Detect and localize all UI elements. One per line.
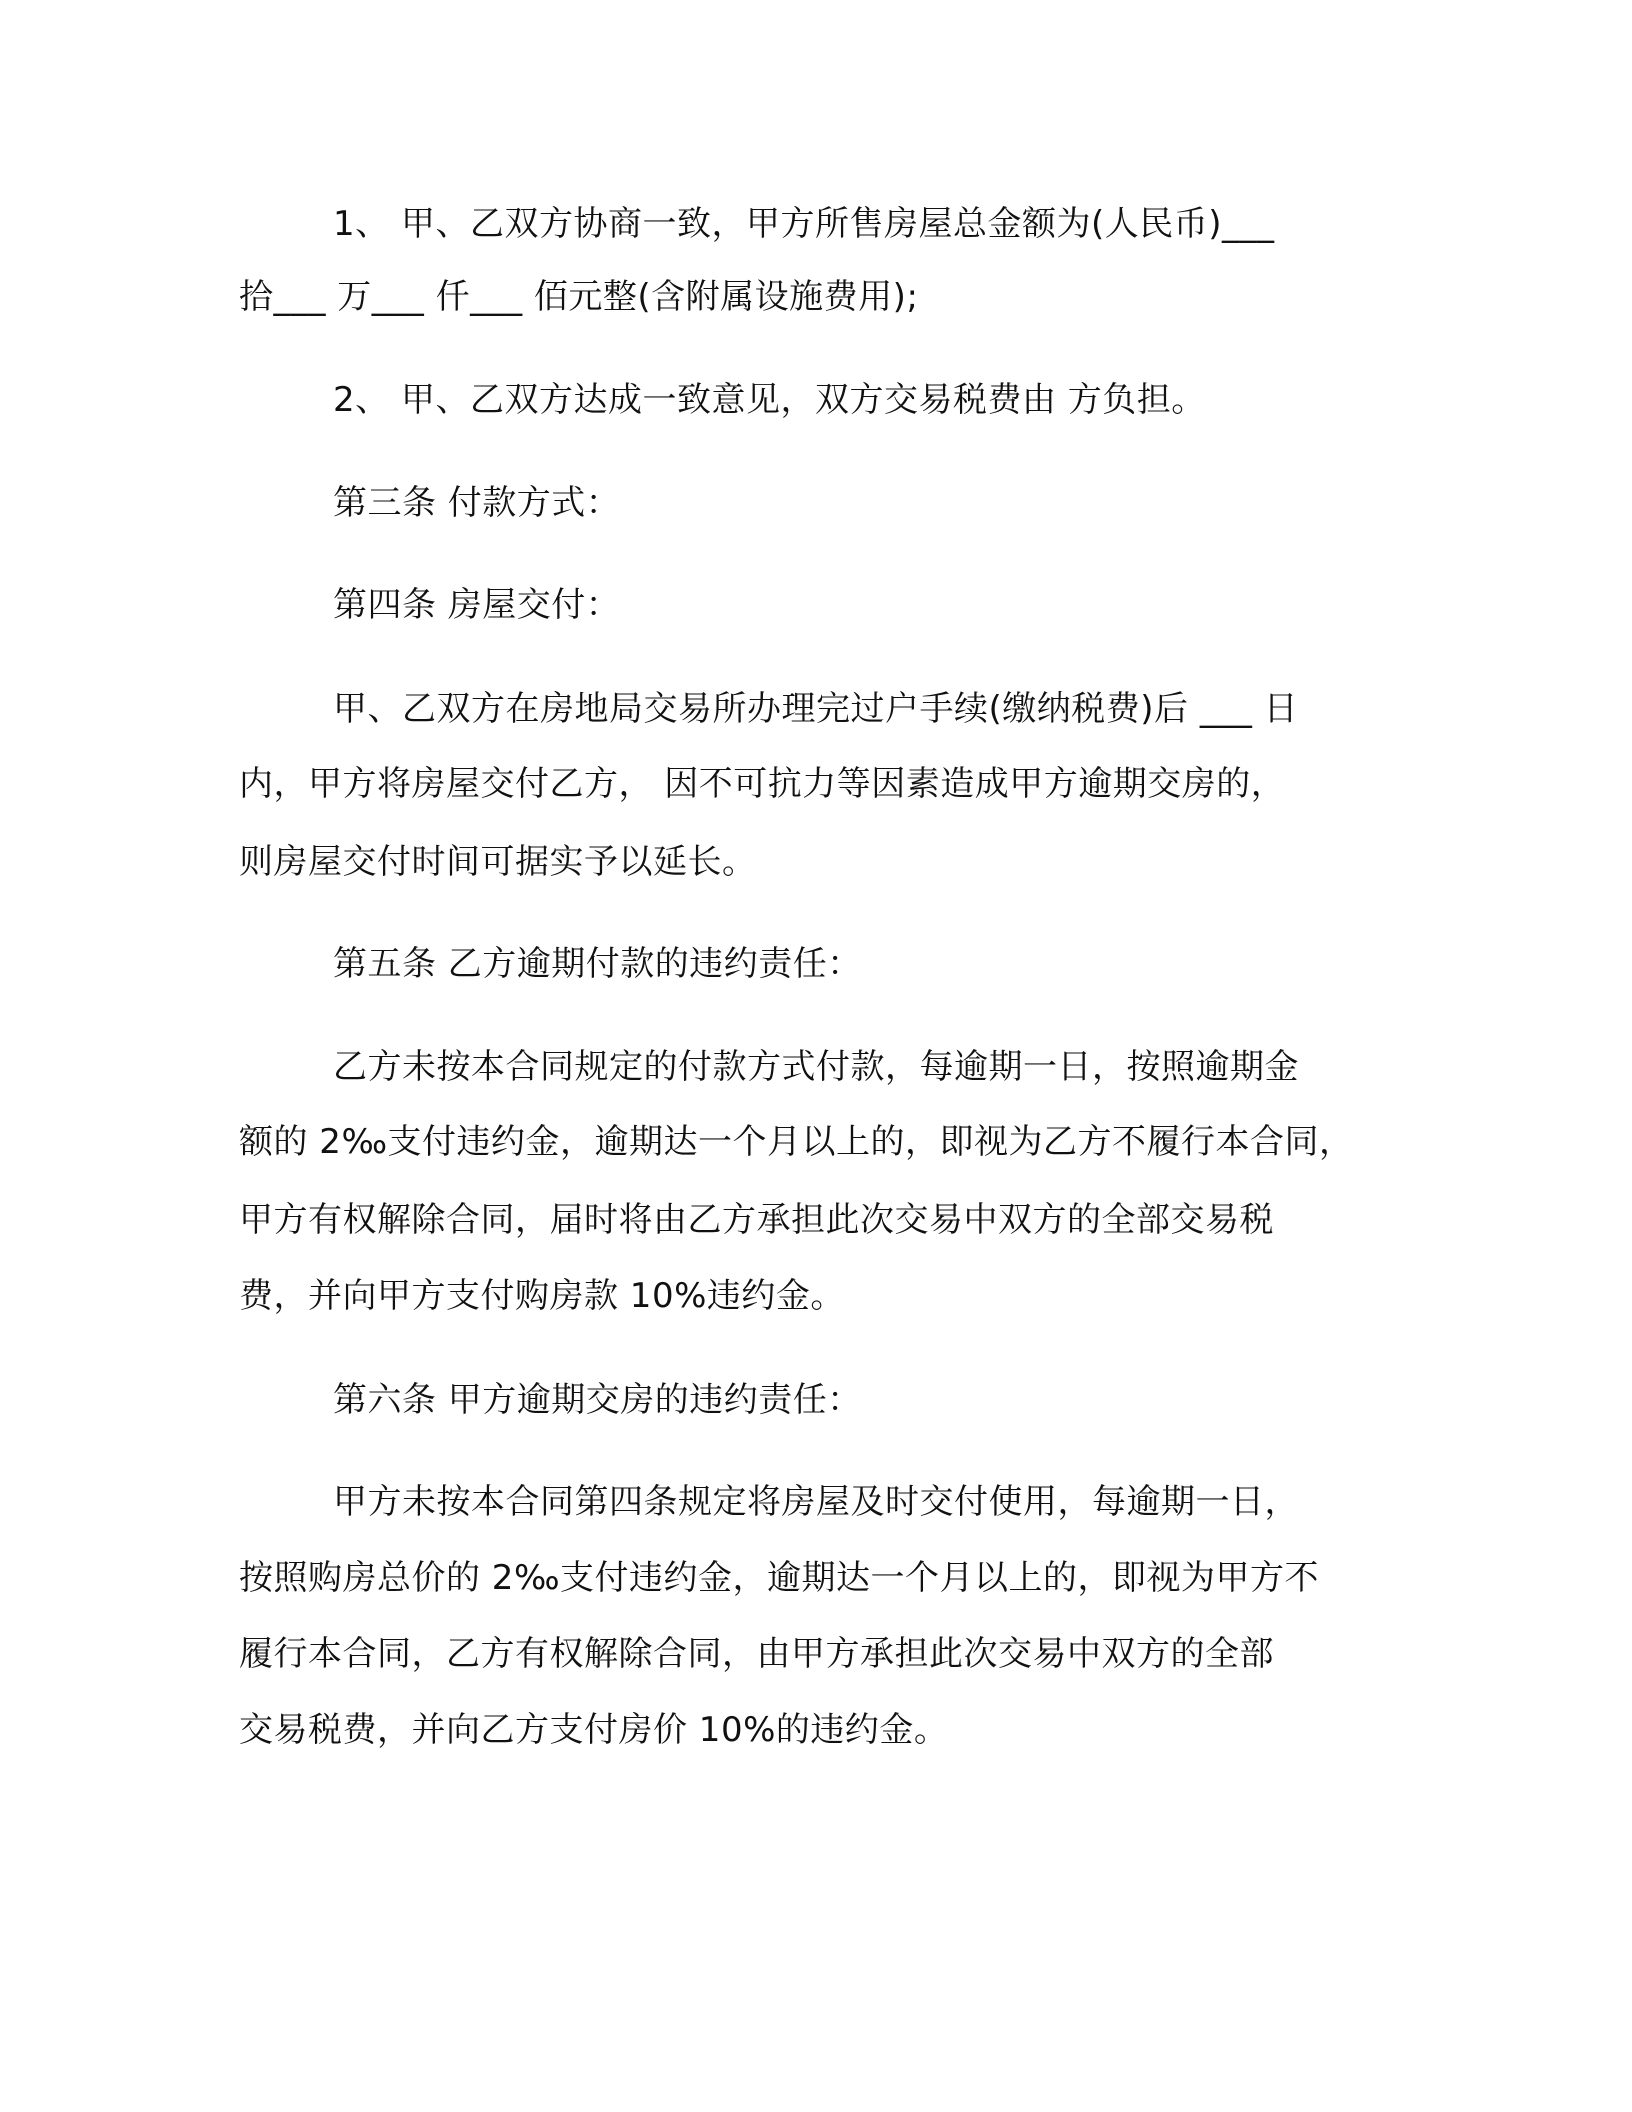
- clause-1-line-1: 1、 甲、乙双方协商一致，甲方所售房屋总金额为(人民币)___: [333, 204, 1275, 244]
- article-3-heading: 第三条 付款方式：: [333, 483, 621, 523]
- article-5-line-3: 甲方有权解除合同，届时将由乙方承担此次交易中双方的全部交易税: [239, 1200, 1274, 1240]
- article-4-line-2: 内，甲方将房屋交付乙方， 因不可抗力等因素造成甲方逾期交房的，: [239, 764, 1286, 804]
- article-5-line-2: 额的 2‰支付违约金，逾期达一个月以上的，即视为乙方不履行本合同，: [239, 1122, 1354, 1162]
- article-6-line-3: 履行本合同，乙方有权解除合同，由甲方承担此次交易中双方的全部: [239, 1634, 1274, 1674]
- article-6-heading: 第六条 甲方逾期交房的违约责任：: [333, 1380, 862, 1420]
- clause-2-line-1: 2、 甲、乙双方达成一致意见，双方交易税费由 方负担。: [333, 380, 1206, 420]
- article-4-line-3: 则房屋交付时间可据实予以延长。: [239, 842, 757, 882]
- article-4-heading: 第四条 房屋交付：: [333, 585, 621, 625]
- article-5-line-4: 费，并向甲方支付购房款 10%违约金。: [239, 1276, 845, 1316]
- article-5-heading: 第五条 乙方逾期付款的违约责任：: [333, 944, 862, 984]
- article-4-line-1: 甲、乙双方在房地局交易所办理完过户手续(缴纳税费)后 ___ 日: [333, 689, 1299, 729]
- article-5-line-1: 乙方未按本合同规定的付款方式付款，每逾期一日，按照逾期金: [333, 1047, 1299, 1087]
- clause-1-line-2: 拾___ 万___ 仟___ 佰元整(含附属设施费用);: [239, 277, 919, 317]
- article-6-line-2: 按照购房总价的 2‰支付违约金，逾期达一个月以上的，即视为甲方不: [239, 1558, 1320, 1598]
- article-6-line-4: 交易税费，并向乙方支付房价 10%的违约金。: [239, 1710, 949, 1750]
- article-6-line-1: 甲方未按本合同第四条规定将房屋及时交付使用，每逾期一日，: [333, 1482, 1299, 1522]
